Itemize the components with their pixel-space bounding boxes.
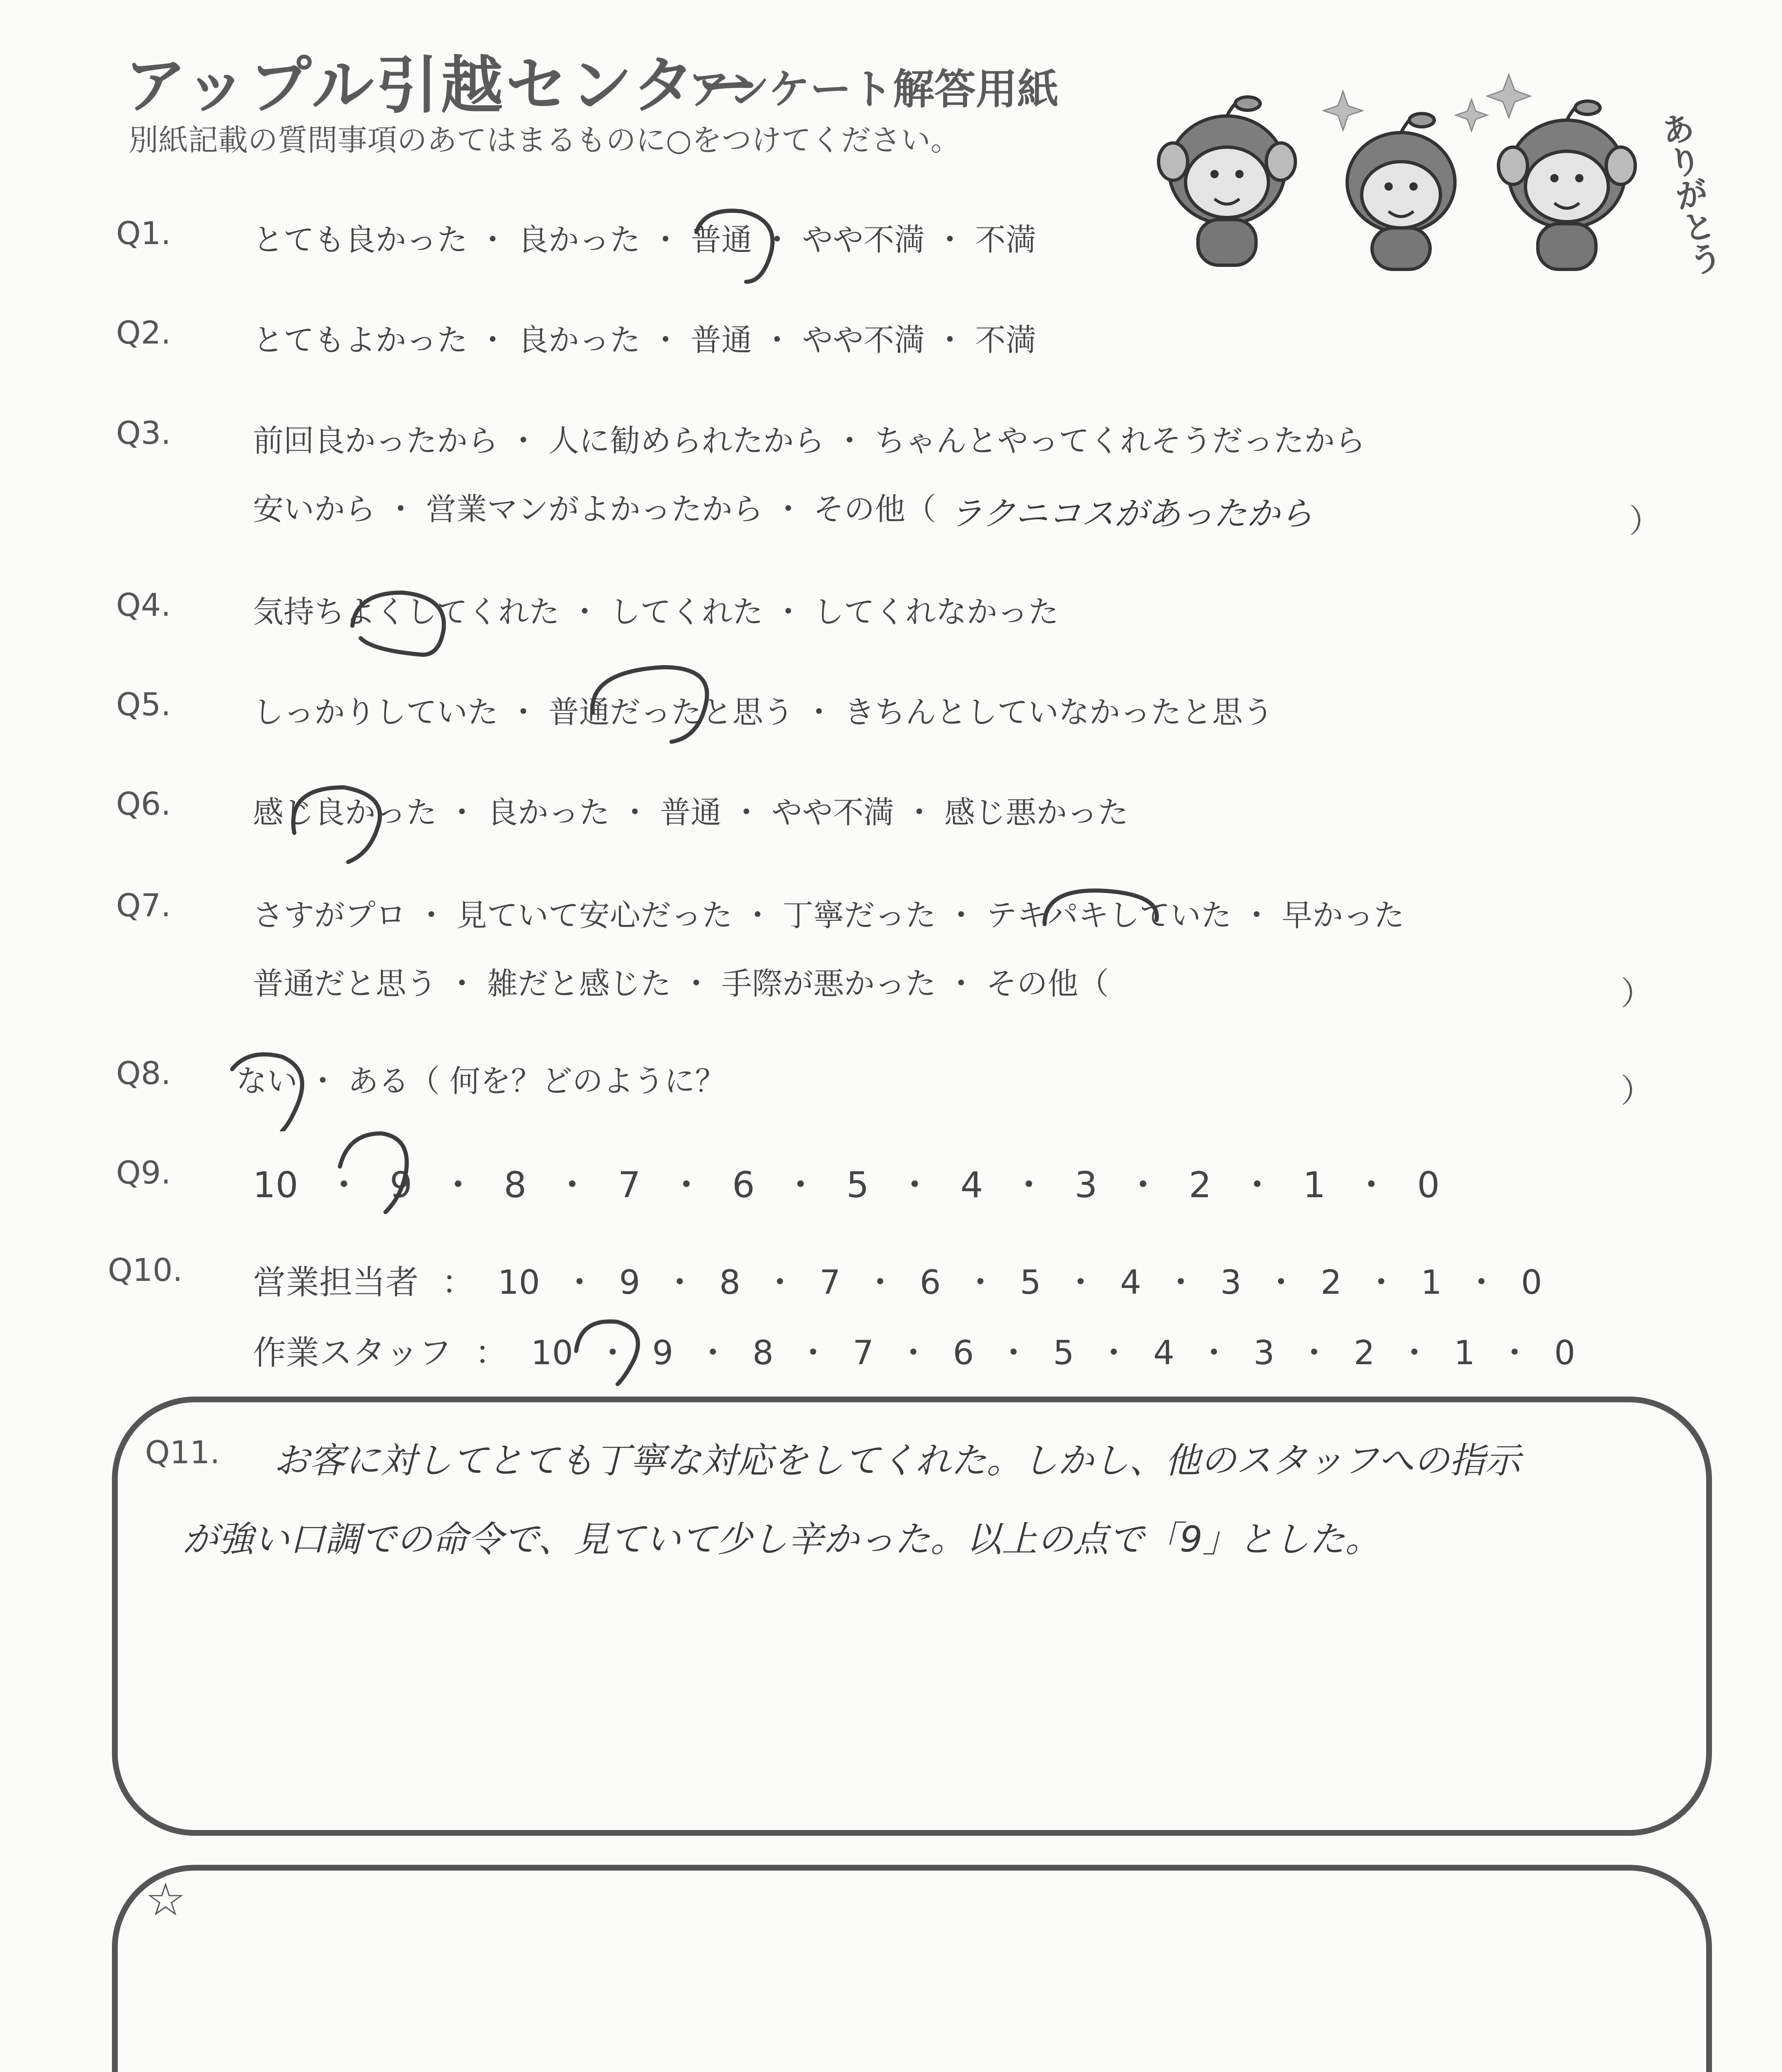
q2-label: Q2. [116,314,171,351]
free-comment-box[interactable] [112,1865,1712,2072]
q3-other-answer[interactable]: ラクニコスがあったから [949,494,1313,533]
monkey-mascots-icon [1144,58,1716,278]
q7-answer-circle [1028,874,1177,957]
q7-options-line1[interactable]: さすがプロ ・ 見ていて安心だった ・ 丁寧だった ・ テキパキしていた ・ 早かった [253,898,1405,933]
q4-options[interactable]: 気持ちよくしてくれた ・ してくれた ・ してくれなかった [253,594,1059,630]
mascot-illustration [1144,58,1716,278]
q3-label: Q3. [116,414,171,451]
q5-options[interactable]: しっかりしていた ・ 普通だったと思う ・ きちんとしていなかったと思う [253,695,1274,730]
q1-options[interactable]: とても良かった ・ 良かった ・ 普通 ・ やや不満 ・ 不満 [253,222,1037,258]
q10-staff-answer-circle [560,1305,659,1388]
q5-label: Q5. [116,686,171,723]
thanks-text: ありがとう [1653,109,1725,279]
q10-label: Q10. [108,1251,183,1288]
q8-label: Q8. [116,1055,171,1092]
q1-answer-circle [684,195,792,290]
q11-answer-line1[interactable]: お客に対してとても丁寧な対応をしてくれた。しかし、他のスタッフへの指示 [274,1440,1521,1481]
q7-options-line2[interactable]: 普通だと思う ・ 雑だと感じた ・ 手際が悪かった ・ その他（ [253,966,1109,1002]
q3-options-line2[interactable]: 安いから ・ 営業マンがよかったから ・ その他（ [253,491,936,527]
q3-close-paren: ） [1629,503,1662,540]
q2-options[interactable]: とてもよかった ・ 良かった ・ 普通 ・ やや不満 ・ 不満 [253,322,1037,358]
star-icon: ☆ [145,1873,186,1926]
q3-options-line1[interactable]: 前回良かったから ・ 人に勧められたから ・ ちゃんとやってくれそうだったから [253,423,1366,459]
form-subtitle: アンケート解答用紙 [688,65,1059,114]
q8-options[interactable]: ない ・ ある（ 何を？どのように？ [236,1063,726,1099]
q9-answer-circle [327,1121,427,1220]
q8-answer-circle [216,1036,323,1131]
q7-close-paren: ） [1621,975,1654,1012]
form-title: アップル引越センター [124,50,762,122]
q11-label: Q11. [145,1434,220,1471]
q10-staff-scale[interactable]: 作業スタッフ ： 10 ・ 9 ・ 8 ・ 7 ・ 6 ・ 5 ・ 4 ・ 3 ・ 2 ・ 1 ・ 0 [253,1334,1576,1372]
q6-label: Q6. [116,785,171,822]
q4-answer-circle [340,576,464,663]
q8-close-paren: ） [1621,1072,1654,1110]
q9-label: Q9. [116,1154,171,1191]
q7-label: Q7. [116,887,171,924]
q10-sales-scale[interactable]: 営業担当者 ： 10 ・ 9 ・ 8 ・ 7 ・ 6 ・ 5 ・ 4 ・ 3 ・ 2 ・ 1 ・ 0 [253,1263,1542,1302]
q1-label: Q1. [116,215,171,252]
q6-answer-circle [269,771,394,866]
q5-answer-circle [576,655,717,754]
q11-answer-line2[interactable]: が強い口調での命令で、見ていて少し辛かった。以上の点で「9」とした。 [182,1519,1381,1560]
instruction-text: 別紙記載の質問事項のあてはまるものに○をつけてください。 [128,123,960,157]
q4-label: Q4. [116,586,171,623]
q6-options[interactable]: 感じ良かった ・ 良かった ・ 普通 ・ やや不満 ・ 感じ悪かった [253,795,1129,830]
q9-scale[interactable]: 10 ・ 9 ・ 8 ・ 7 ・ 6 ・ 5 ・ 4 ・ 3 ・ 2 ・ 1 ・ 0 [253,1164,1440,1206]
